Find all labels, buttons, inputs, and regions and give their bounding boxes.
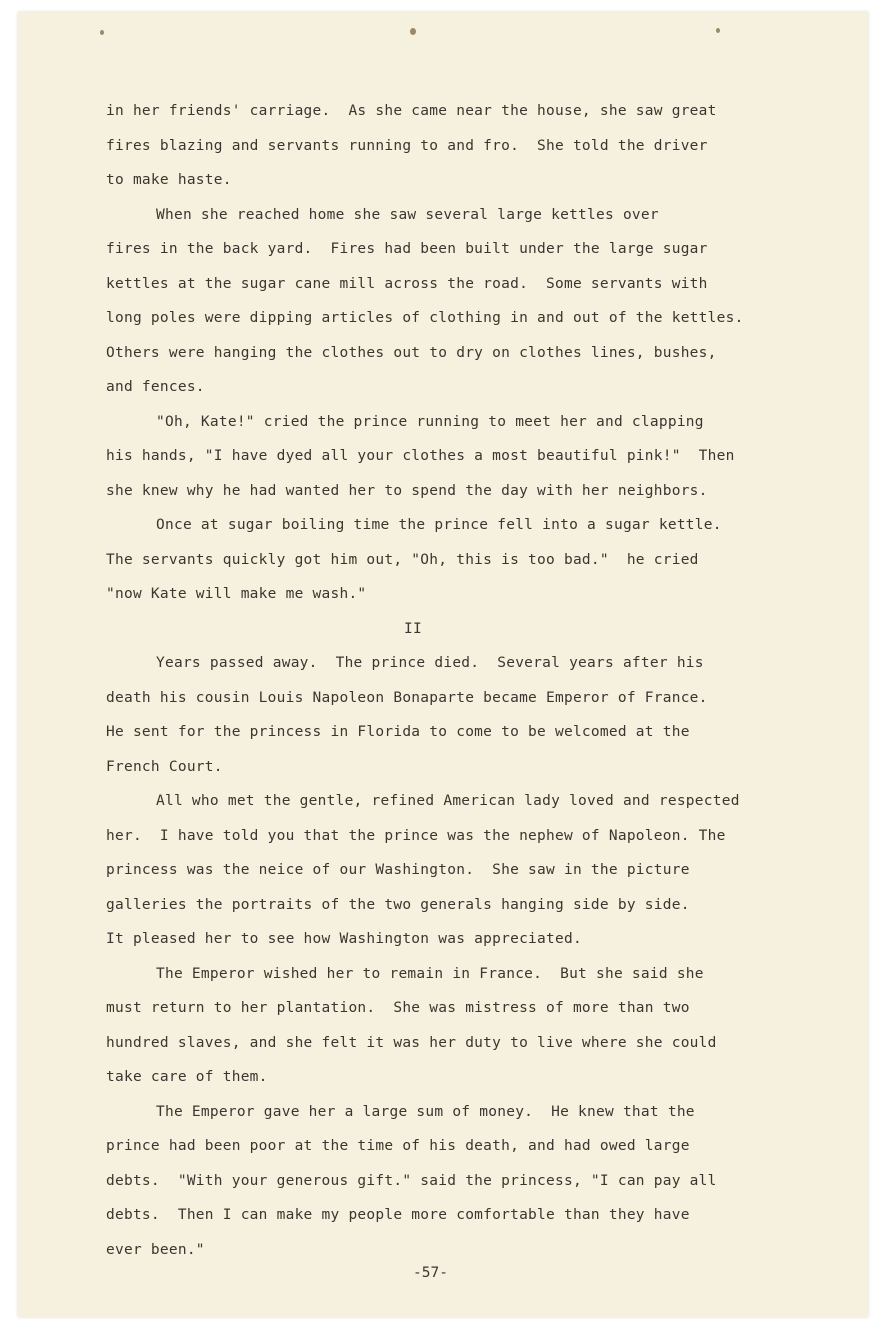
- paragraph: [106, 957, 846, 1095]
- paragraph: [106, 198, 846, 405]
- text-line: fires in the back yard. Fires had been built under the large sugar: [106, 241, 708, 257]
- text-line: her. I have told you that the prince was the nephew of Napoleon. The: [106, 827, 726, 844]
- text-line: When she reached home she saw several large kettles over: [156, 206, 659, 223]
- text-line: long poles were dipping articles of clothing in and out of the kettles.: [106, 310, 744, 326]
- text-line: The Emperor gave her a large sum of money. He knew that the: [156, 1103, 695, 1120]
- text-line: French Court.: [106, 758, 223, 775]
- text-line: prince had been poor at the time of his death, and had owed large: [106, 1138, 690, 1154]
- text-line: "now Kate will make me wash.": [106, 586, 367, 602]
- paragraph: [106, 94, 846, 198]
- text-line: The Emperor wished her to remain in France. But she said she: [156, 965, 704, 982]
- paper-mark: [100, 30, 104, 35]
- text-line: must return to her plantation. She was mistress of more than two: [106, 1000, 690, 1016]
- text-line: ever been.": [106, 1241, 205, 1258]
- page-number: -57-: [413, 1265, 448, 1281]
- text-line: in her friends' carriage. As she came near the house, she saw great: [106, 103, 717, 119]
- text-line: death his cousin Louis Napoleon Bonaparte became Emperor of France.: [106, 689, 708, 706]
- text-line: she knew why he had wanted her to spend the day with her neighbors.: [106, 482, 708, 499]
- text-line: to make haste.: [106, 172, 232, 188]
- text-line: princess was the neice of our Washington. She saw in the picture: [106, 862, 690, 878]
- section-heading: II: [404, 620, 422, 637]
- text-line: It pleased her to see how Washington was appreciated.: [106, 931, 582, 947]
- text-line: All who met the gentle, refined American lady loved and respected: [156, 793, 740, 809]
- paragraph: [106, 405, 846, 509]
- text-line: fires blazing and servants running to and fro. She told the driver: [106, 137, 708, 154]
- text-line: The servants quickly got him out, "Oh, this is too bad." he cried: [106, 551, 699, 568]
- text-line: "Oh, Kate!" cried the prince running to meet her and clapping: [156, 413, 704, 430]
- text-line: Once at sugar boiling time the prince fell into a sugar kettle.: [156, 517, 722, 533]
- text-line: debts. "With your generous gift." said the princess, "I can pay all: [106, 1172, 717, 1189]
- text-line: Others were hanging the clothes out to dry on clothes lines, bushes,: [106, 344, 717, 361]
- paragraph: [106, 646, 846, 784]
- text-line: kettles at the sugar cane mill across the road. Some servants with: [106, 275, 708, 292]
- paragraph: [106, 1095, 846, 1268]
- typewritten-page: [18, 12, 868, 1317]
- paper-mark: [716, 28, 720, 33]
- text-line: take care of them.: [106, 1069, 268, 1085]
- punch-hole: [410, 28, 416, 35]
- text-line: debts. Then I can make my people more comfortable than they have: [106, 1207, 690, 1223]
- text-line: hundred slaves, and she felt it was her duty to live where she could: [106, 1034, 717, 1051]
- paragraph: [106, 784, 846, 957]
- text-line: and fences.: [106, 379, 205, 395]
- paragraph: [106, 508, 846, 612]
- text-line: his hands, "I have dyed all your clothes a most beautiful pink!" Then: [106, 448, 735, 464]
- text-line: He sent for the princess in Florida to come to be welcomed at the: [106, 724, 690, 740]
- text-line: galleries the portraits of the two generals hanging side by side.: [106, 896, 690, 913]
- document-body: [106, 94, 846, 1267]
- text-line: Years passed away. The prince died. Several years after his: [156, 655, 704, 671]
